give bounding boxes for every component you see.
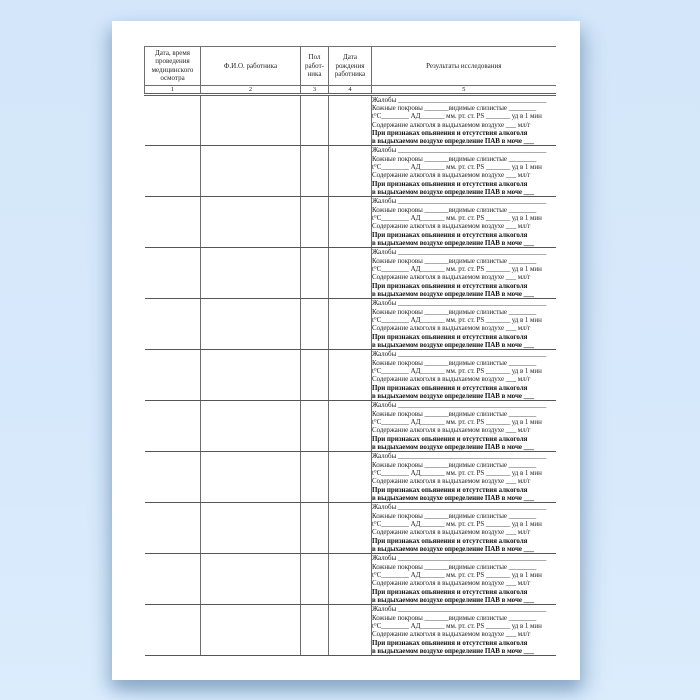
column-header-results: Результаты исследования [372,47,556,86]
table-row [145,197,556,248]
cell-results [372,452,556,503]
cell-results [372,503,556,554]
cell-exam-datetime [145,605,201,656]
results-line-intoxication-1: При признаках опьянения и отсутствия алкоголя [372,536,528,545]
cell-exam-datetime [145,248,201,299]
cell-worker-birthdate [329,299,372,350]
medical-examination-journal-table [144,46,556,656]
table-row [145,554,556,605]
column-number-5: 5 [372,85,556,94]
cell-exam-datetime [145,503,201,554]
table-row [145,299,556,350]
results-line-skin-mucosa: Кожные покровы _______видимые слизистые ________ [372,154,537,163]
results-line-intoxication-1: При признаках опьянения и отсутствия алкоголя [372,434,528,443]
table-row [145,452,556,503]
results-line-complaints: Жалобы ___________________________________________ [372,350,547,359]
results-line-skin-mucosa: Кожные покровы _______видимые слизистые ________ [372,307,537,316]
results-line-intoxication-1: При признаках опьянения и отсутствия алкоголя [372,179,528,188]
cell-worker-birthdate [329,146,372,197]
results-line-complaints: Жалобы ___________________________________________ [372,95,547,104]
results-line-complaints: Жалобы ___________________________________________ [372,146,547,155]
results-line-breath-alcohol: Содержание алкоголя в выдыхаемом воздухе ___ мл/г [372,630,531,639]
cell-results [372,401,556,452]
results-line-intoxication-2: в выдыхаемом воздухе определение ПАВ в моче ___ [372,595,534,604]
results-line-vitals: t°С________ АД_______ мм. рт. ст. PS _______ уд в 1 мин [372,367,542,375]
cell-results [372,146,556,197]
results-line-intoxication-2: в выдыхаемом воздухе определение ПАВ в моче ___ [372,340,534,349]
cell-worker-sex [301,94,329,146]
cell-exam-datetime [145,146,201,197]
cell-worker-birthdate [329,605,372,656]
results-line-complaints: Жалобы ___________________________________________ [372,503,547,512]
results-line-skin-mucosa: Кожные покровы _______видимые слизистые ________ [372,460,537,469]
cell-worker-sex [301,248,329,299]
table-row [145,503,556,554]
cell-worker-birthdate [329,503,372,554]
cell-worker-sex [301,503,329,554]
cell-worker-birthdate [329,452,372,503]
results-line-skin-mucosa: Кожные покровы _______видимые слизистые ________ [372,103,537,112]
results-line-intoxication-1: При признаках опьянения и отсутствия алкоголя [372,128,528,137]
column-number-4: 4 [329,85,372,94]
cell-worker-birthdate [329,554,372,605]
table-row [145,350,556,401]
cell-worker-name [201,452,301,503]
results-line-breath-alcohol: Содержание алкоголя в выдыхаемом воздухе ___ мл/г [372,426,531,435]
results-line-intoxication-2: в выдыхаемом воздухе определение ПАВ в моче ___ [372,544,534,553]
results-line-vitals: t°С________ АД_______ мм. рт. ст. PS _______ уд в 1 мин [372,112,542,121]
results-line-intoxication-2: в выдыхаемом воздухе определение ПАВ в моче ___ [372,137,534,146]
cell-worker-name [201,197,301,248]
cell-worker-name [201,401,301,452]
cell-exam-datetime [145,452,201,503]
results-line-complaints: Жалобы ___________________________________________ [372,605,547,614]
results-line-vitals: t°С________ АД_______ мм. рт. ст. PS _______ уд в 1 мин [372,622,542,630]
cell-worker-name [201,503,301,554]
results-line-intoxication-1: При признаках опьянения и отсутствия алкоголя [372,485,528,494]
cell-exam-datetime [145,197,201,248]
cell-results [372,197,556,248]
cell-worker-sex [301,197,329,248]
results-line-intoxication-2: в выдыхаемом воздухе определение ПАВ в моче ___ [372,289,534,298]
results-line-skin-mucosa: Кожные покровы _______видимые слизистые ________ [372,409,537,418]
cell-worker-sex [301,605,329,656]
results-line-vitals: t°С________ АД_______ мм. рт. ст. PS _______ уд в 1 мин [372,418,542,426]
document-page [112,21,580,680]
cell-worker-sex [301,350,329,401]
results-line-intoxication-2: в выдыхаемом воздухе определение ПАВ в моче ___ [372,187,534,196]
cell-exam-datetime [145,299,201,350]
results-line-breath-alcohol: Содержание алкоголя в выдыхаемом воздухе ___ мл/г [372,375,531,384]
cell-worker-name [201,299,301,350]
results-line-vitals: t°С________ АД_______ мм. рт. ст. PS _______ уд в 1 мин [372,571,542,579]
column-number-3: 3 [301,85,329,94]
cell-exam-datetime [145,350,201,401]
cell-worker-sex [301,146,329,197]
results-line-complaints: Жалобы ___________________________________________ [372,197,547,206]
cell-worker-birthdate [329,248,372,299]
results-line-intoxication-1: При признаках опьянения и отсутствия алкоголя [372,638,528,647]
results-line-skin-mucosa: Кожные покровы _______видимые слизистые ________ [372,256,537,265]
cell-worker-sex [301,554,329,605]
results-line-complaints: Жалобы ___________________________________________ [372,299,547,308]
results-line-skin-mucosa: Кожные покровы _______видимые слизистые ________ [372,205,537,214]
results-line-breath-alcohol: Содержание алкоголя в выдыхаемом воздухе ___ мл/г [372,324,531,333]
results-line-intoxication-2: в выдыхаемом воздухе определение ПАВ в моче ___ [372,238,534,247]
cell-worker-birthdate [329,350,372,401]
table-header-row [145,47,556,86]
results-line-skin-mucosa: Кожные покровы _______видимые слизистые ________ [372,562,537,571]
results-line-intoxication-2: в выдыхаемом воздухе определение ПАВ в моче ___ [372,442,534,451]
results-line-complaints: Жалобы ___________________________________________ [372,554,547,563]
column-header-exam-datetime: Дата, время проведения медицинского осмотра [145,47,201,86]
column-header-worker-name: Ф.И.О. работника [201,47,301,86]
cell-results [372,299,556,350]
results-line-complaints: Жалобы ___________________________________________ [372,452,547,461]
results-line-vitals: t°С________ АД_______ мм. рт. ст. PS _______ уд в 1 мин [372,214,542,222]
results-line-skin-mucosa: Кожные покровы _______видимые слизистые ________ [372,613,537,622]
cell-results [372,554,556,605]
results-line-intoxication-2: в выдыхаемом воздухе определение ПАВ в моче ___ [372,391,534,400]
cell-worker-name [201,350,301,401]
cell-worker-birthdate [329,197,372,248]
cell-exam-datetime [145,401,201,452]
cell-results [372,94,556,146]
table-row [145,401,556,452]
column-number-2: 2 [201,85,301,94]
table-row [145,605,556,656]
cell-worker-name [201,94,301,146]
cell-worker-name [201,146,301,197]
journal-body [145,94,556,656]
results-line-vitals: t°С________ АД_______ мм. рт. ст. PS _______ уд в 1 мин [372,265,542,273]
results-line-intoxication-2: в выдыхаемом воздухе определение ПАВ в моче ___ [372,646,534,655]
results-line-breath-alcohol: Содержание алкоголя в выдыхаемом воздухе ___ мл/г [372,579,531,588]
results-line-vitals: t°С________ АД_______ мм. рт. ст. PS _______ уд в 1 мин [372,316,542,324]
cell-worker-sex [301,401,329,452]
results-line-skin-mucosa: Кожные покровы _______видимые слизистые ________ [372,358,537,367]
results-line-intoxication-1: При признаках опьянения и отсутствия алкоголя [372,332,528,341]
results-line-complaints: Жалобы ___________________________________________ [372,401,547,410]
cell-results [372,248,556,299]
results-line-breath-alcohol: Содержание алкоголя в выдыхаемом воздухе ___ мл/г [372,477,531,486]
cell-exam-datetime [145,94,201,146]
column-header-worker-birthdate: Дата рождения работника [329,47,372,86]
column-number-1: 1 [145,85,201,94]
cell-worker-name [201,605,301,656]
results-line-breath-alcohol: Содержание алкоголя в выдыхаемом воздухе ___ мл/г [372,273,531,282]
results-line-intoxication-2: в выдыхаемом воздухе определение ПАВ в моче ___ [372,493,534,502]
cell-results [372,605,556,656]
results-line-breath-alcohol: Содержание алкоголя в выдыхаемом воздухе ___ мл/г [372,120,531,129]
results-line-complaints: Жалобы ___________________________________________ [372,248,547,257]
cell-exam-datetime [145,554,201,605]
results-line-vitals: t°С________ АД_______ мм. рт. ст. PS _______ уд в 1 мин [372,163,542,171]
column-number-row [145,85,556,94]
cell-worker-sex [301,452,329,503]
results-line-intoxication-1: При признаках опьянения и отсутствия алкоголя [372,587,528,596]
table-row [145,146,556,197]
results-line-breath-alcohol: Содержание алкоголя в выдыхаемом воздухе ___ мл/г [372,528,531,537]
results-line-vitals: t°С________ АД_______ мм. рт. ст. PS _______ уд в 1 мин [372,520,542,528]
table-row [145,248,556,299]
results-line-breath-alcohol: Содержание алкоголя в выдыхаемом воздухе ___ мл/г [372,171,531,180]
cell-worker-sex [301,299,329,350]
results-line-skin-mucosa: Кожные покровы _______видимые слизистые ________ [372,511,537,520]
results-line-vitals: t°С________ АД_______ мм. рт. ст. PS _______ уд в 1 мин [372,469,542,477]
results-line-intoxication-1: При признаках опьянения и отсутствия алкоголя [372,281,528,290]
cell-worker-name [201,248,301,299]
results-line-intoxication-1: При признаках опьянения и отсутствия алкоголя [372,230,528,239]
results-line-intoxication-1: При признаках опьянения и отсутствия алкоголя [372,383,528,392]
cell-results [372,350,556,401]
cell-worker-name [201,554,301,605]
cell-worker-birthdate [329,401,372,452]
column-header-worker-sex: Пол работ-ника [301,47,329,86]
results-line-breath-alcohol: Содержание алкоголя в выдыхаемом воздухе ___ мл/г [372,222,531,231]
cell-worker-birthdate [329,94,372,146]
table-row [145,94,556,146]
